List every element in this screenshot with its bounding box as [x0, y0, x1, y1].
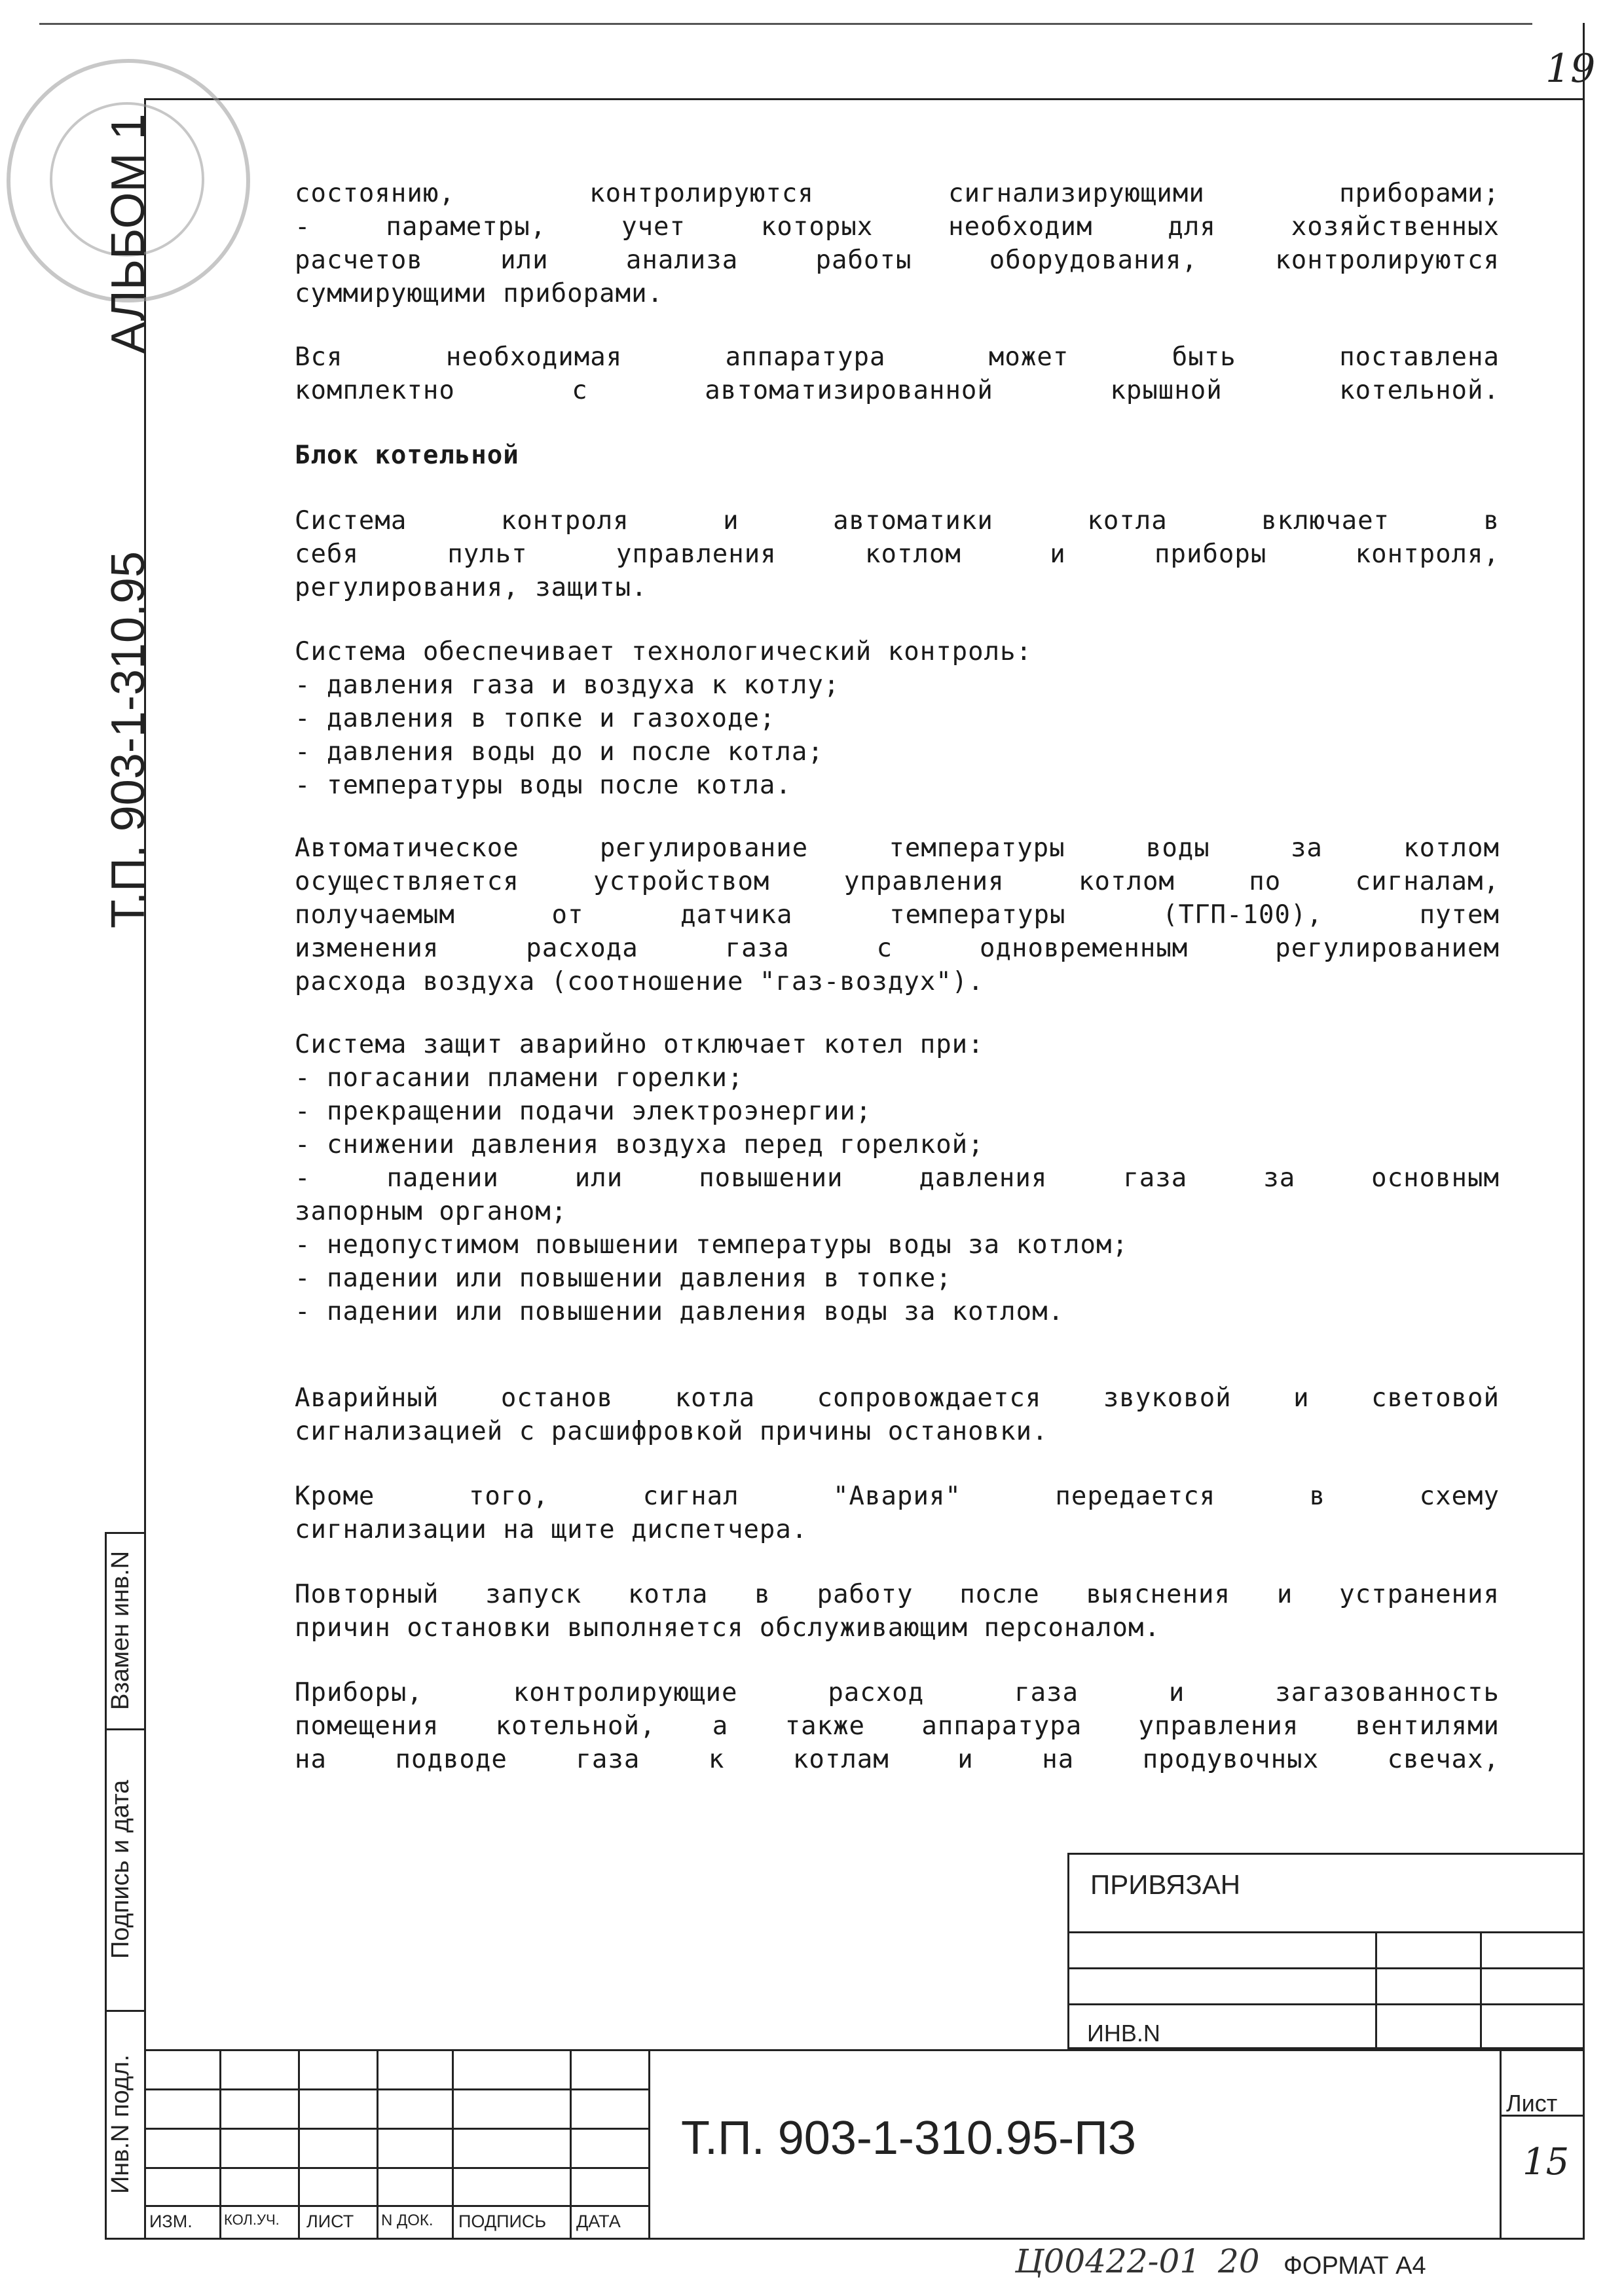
text-line: Система защит аварийно отключает котел при:	[295, 1030, 984, 1059]
text-line: - параметры, учет которых необходим для хозяйственных	[295, 212, 1500, 242]
list-item: - недопустимом повышении температуры воды за котлом;	[295, 1230, 1128, 1260]
text-line: суммирующими приборами.	[295, 279, 664, 308]
text-line: получаемым от датчика температуры (ТГП-100), путем	[295, 900, 1500, 930]
paragraph	[295, 1028, 1500, 1328]
title-block-col	[298, 2049, 300, 2239]
text-line: Автоматическое регулирование температуры воды за котлом	[295, 833, 1500, 863]
text-line: изменения расхода газа с одновременным регулированием	[295, 934, 1500, 963]
paragraph	[295, 635, 1500, 802]
text-line: регулирования, защиты.	[295, 573, 648, 602]
top-rule	[39, 23, 1532, 25]
sidebar-label-signature-date: Подпись и дата	[107, 1779, 134, 1959]
list-item: - прекращении подачи электроэнергии;	[295, 1097, 872, 1126]
grid-line	[1067, 1931, 1585, 1933]
col-podpis: ПОДПИСЬ	[458, 2212, 547, 2231]
grid-line	[1067, 2003, 1585, 2005]
list-item: - падении или повышении давления воды за котлом.	[295, 1297, 1065, 1326]
text-line: Повторный запуск котла в работу после выяснения и устранения	[295, 1580, 1500, 1609]
list-item: - падении или повышении давления в топке;	[295, 1264, 952, 1293]
title-block-col	[219, 2049, 221, 2239]
text-line: Вся необходимая аппаратура может быть поставлена	[295, 342, 1500, 372]
paragraph	[295, 340, 1500, 407]
list-item: - давления в топке и газоходе;	[295, 704, 776, 733]
section-heading: Блок котельной	[295, 441, 519, 470]
text-line: расхода воздуха (соотношение "газ-воздух").	[295, 967, 984, 996]
text-line: на подводе газа к котлам и на продувочных свечах,	[295, 1745, 1500, 1774]
col-ndok: N ДОК.	[381, 2212, 434, 2229]
text-line: помещения котельной, а также аппаратура управления вентилями	[295, 1711, 1500, 1741]
title-block-top	[144, 2049, 1585, 2051]
list-item: запорным органом;	[295, 1197, 568, 1226]
paragraph	[295, 831, 1500, 998]
frame-top	[144, 98, 1585, 100]
text-line: себя пульт управления котлом и приборы контроля,	[295, 539, 1500, 569]
sidebar-label-replace-inv: Взамен инв.N	[107, 1550, 134, 1710]
text-line: причин остановки выполняется обслуживающим персоналом.	[295, 1613, 1160, 1643]
text-line: Система обеспечивает технологический контроль:	[295, 637, 1033, 666]
grid-line	[1375, 1931, 1377, 2049]
list-item: - падении или повышении давления газа за основным	[295, 1163, 1500, 1193]
page-number-handwritten: 19	[1545, 46, 1596, 92]
paragraph	[295, 1381, 1500, 1448]
title-block-col	[648, 2049, 650, 2239]
sidebar-divider	[105, 1532, 145, 1534]
handwritten-number: 20	[1218, 2242, 1260, 2280]
paragraph	[295, 1676, 1500, 1776]
text-line: комплектно с автоматизированной крышной котельной.	[295, 376, 1500, 405]
title-block-col	[452, 2049, 454, 2239]
list-item: - погасании пламени горелки;	[295, 1063, 744, 1093]
text-line: состоянию, контролируются сигнализирующими приборами;	[295, 179, 1500, 208]
album-label: АЛЬБОМ 1	[102, 113, 155, 354]
project-code-vertical: Т.П. 903-1-310.95	[102, 551, 155, 929]
title-block-col	[377, 2049, 378, 2239]
sidebar-label-inv-original: Инв.N подл.	[107, 2054, 134, 2195]
list-item: - температуры воды после котла.	[295, 771, 792, 800]
list-item: - давления газа и воздуха к котлу;	[295, 670, 840, 700]
binding-label: ПРИВЯЗАН	[1090, 1869, 1241, 1900]
handwritten-code: Ц00422-01	[1015, 2242, 1201, 2280]
text-line: Система контроля и автоматики котла включает в	[295, 506, 1500, 536]
list-item: - снижении давления воздуха перед горелкой;	[295, 1130, 984, 1159]
sidebar-divider	[105, 1728, 145, 1730]
text-line: Кроме того, сигнал "Авария" передается в схему	[295, 1482, 1500, 1511]
list-item: - давления воды до и после котла;	[295, 737, 824, 767]
col-izm: ИЗМ.	[149, 2212, 193, 2231]
text-line: Приборы, контролирующие расход газа и загазованность	[295, 1678, 1500, 1707]
paragraph	[295, 1578, 1500, 1645]
grid-line	[1480, 1931, 1482, 2049]
col-data: ДАТА	[576, 2212, 621, 2231]
text-line: осуществляется устройством управления котлом по сигналам,	[295, 867, 1500, 896]
text-line: сигнализацией с расшифровкой причины остановки.	[295, 1417, 1048, 1446]
sidebar-divider	[105, 2010, 145, 2012]
text-line: сигнализации на щите диспетчера.	[295, 1515, 808, 1544]
paragraph	[295, 177, 1500, 310]
sheet-number: 15	[1522, 2141, 1570, 2183]
paragraph	[295, 504, 1500, 604]
paragraph	[295, 1480, 1500, 1546]
col-list: ЛИСТ	[306, 2212, 354, 2231]
col-koluch: КОЛ.УЧ.	[224, 2212, 280, 2228]
sheet-label: Лист	[1506, 2090, 1558, 2117]
paper-format: ФОРМАТ А4	[1283, 2252, 1426, 2280]
frame-left	[144, 98, 146, 2239]
text-line: Аварийный останов котла сопровождается звуковой и световой	[295, 1383, 1500, 1413]
text-line: расчетов или анализа работы оборудования, контролируются	[295, 246, 1500, 275]
grid-line	[1067, 1967, 1585, 1969]
frame-bottom	[105, 2238, 1585, 2240]
document-code: Т.П. 903-1-310.95-ПЗ	[681, 2112, 1137, 2164]
title-block-col	[570, 2049, 572, 2239]
inv-n-label: ИНВ.N	[1087, 2020, 1160, 2047]
sheet-col	[1500, 2049, 1502, 2239]
